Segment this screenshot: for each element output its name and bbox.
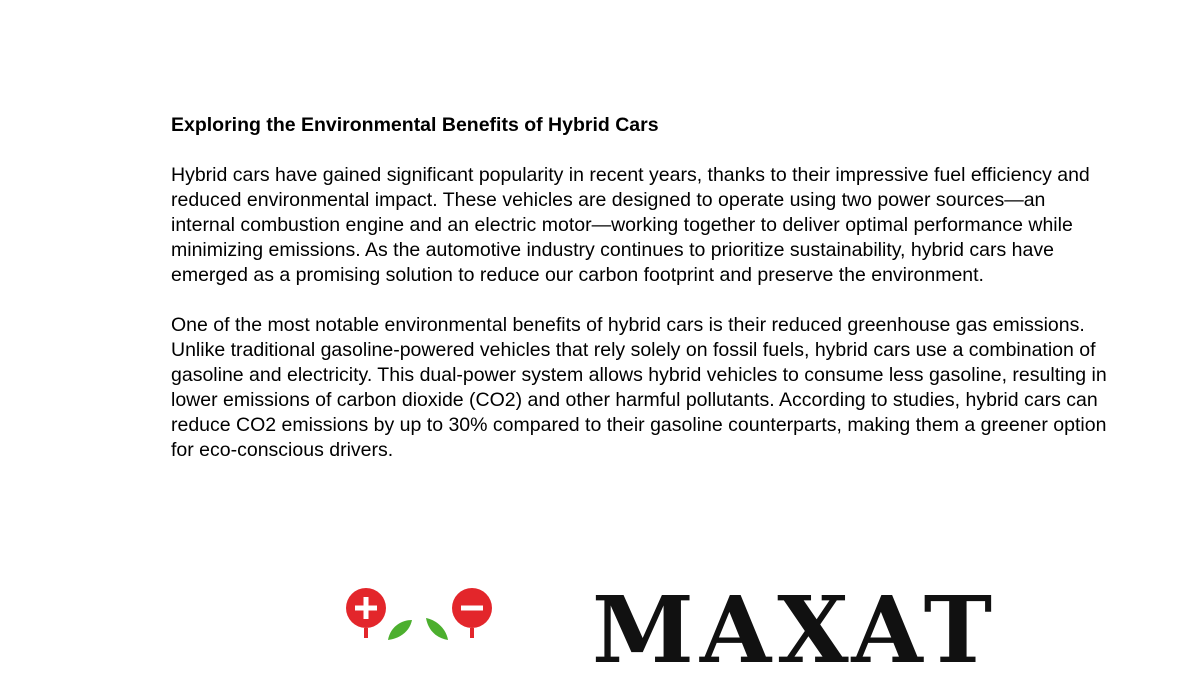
document-title: Exploring the Environmental Benefits of Hybrid Cars xyxy=(171,114,659,136)
brand-logo xyxy=(330,576,1030,684)
document-body xyxy=(171,113,1111,488)
leaf-icon xyxy=(388,618,448,640)
plus-pin-icon xyxy=(346,588,386,638)
logo-emblem xyxy=(330,580,510,640)
paragraph-intro: Hybrid cars have gained significant popularity in recent years, thanks to their impressive fuel efficiency and reduced environmental impact. These vehicles are designed to operate using two power sources—an internal combustion engine and an electric motor—working together to deliver optimal performance while minimizing emissions. As the automotive industry continues to prioritize sustainability, hybrid cars have emerged as a promising solution to reduce our carbon footprint and preserve the environment. xyxy=(171,164,1090,286)
minus-pin-icon xyxy=(452,588,492,638)
paragraph-emissions: One of the most notable environmental benefits of hybrid cars is their reduced greenhouse gas emissions. Unlike traditional gasoline-powered vehicles that rely solely on fossil fuels, hybrid cars use a combination of gasoline and electricity. This dual-power system allows hybrid vehicles to consume less gasoline, resulting in lower emissions of carbon dioxide (CO2) and other harmful pollutants. According to studies, hybrid cars can reduce CO2 emissions by up to 30% compared to their gasoline counterparts, making them a greener option for eco-conscious drivers. xyxy=(171,314,1107,461)
logo-wordmark: MAXAT xyxy=(592,576,999,684)
